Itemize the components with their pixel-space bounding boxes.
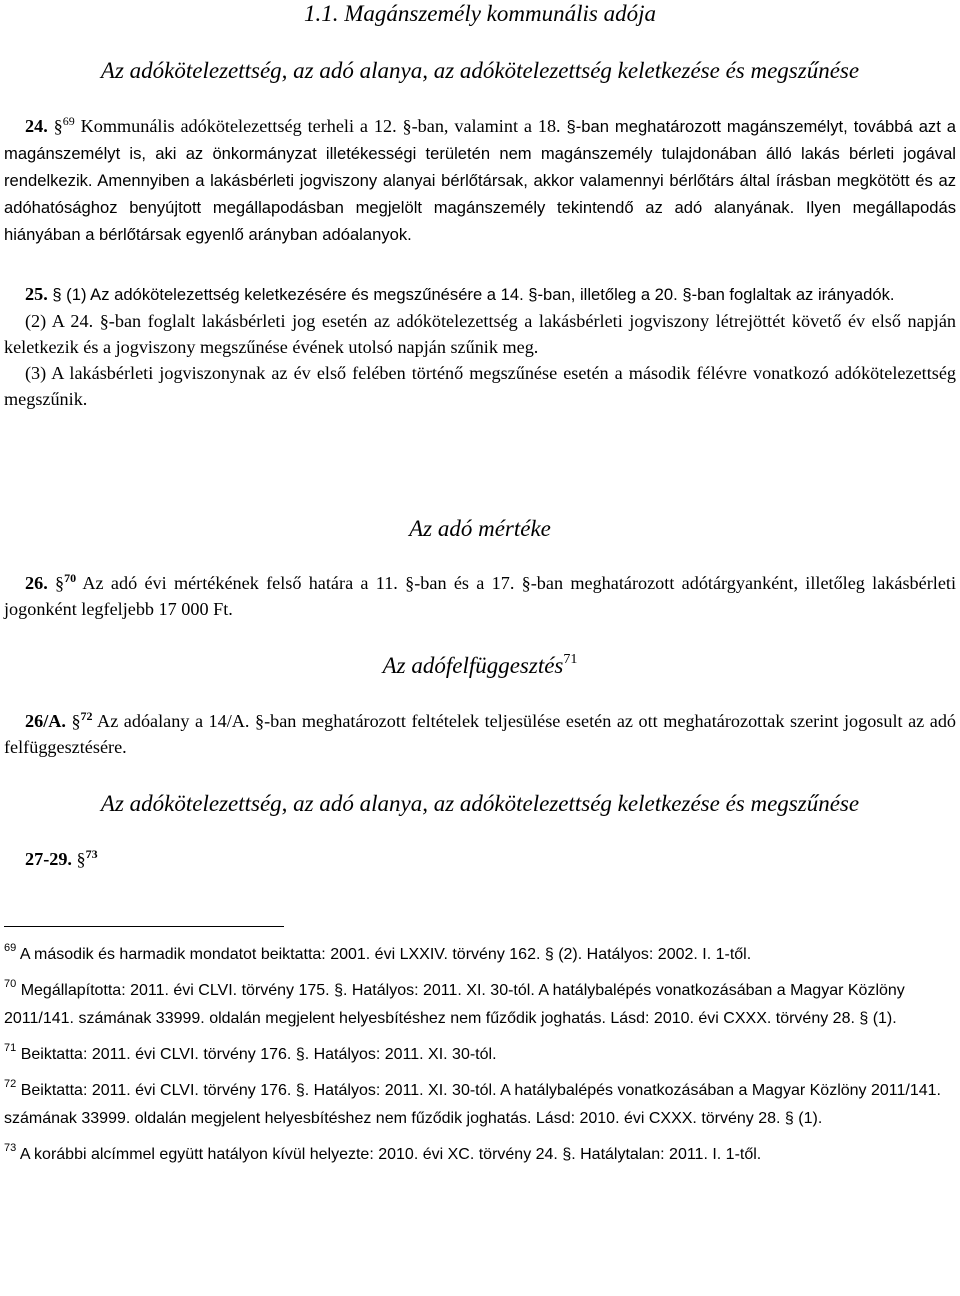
footnote-69: $^{69}$ A második és harmadik mondatot beiktatta: 2001. évi LXXIV. törvény 162. § (2). Hatályos: 2002. I. 1-től. bbox=[4, 942, 752, 963]
section-number: 25. bbox=[25, 284, 48, 304]
section-26a: 26/A. §$^{72}$ Az adóalany a 14/A. §-ban meghatározott feltételek teljesülése esetén az ott meghatározottak szerint jogosult az adó felfüggesztésére. bbox=[4, 709, 957, 757]
footnote-ref[interactable]: 70 bbox=[64, 571, 77, 585]
section-number: 24. bbox=[25, 116, 48, 136]
section-number: 26/A. bbox=[25, 711, 66, 731]
page-title: 1.1. Magánszemély kommunális adója bbox=[304, 1, 656, 26]
section-symbol: § bbox=[53, 116, 63, 136]
footnote-73: $^{73}$ A korábbi alcímmel együtt hatályon kívül helyezte: 2010. évi XC. törvény 24. §. Hatálytalan: 2011. I. 1-től. bbox=[4, 1142, 762, 1163]
section-heading-4: Az adókötelezettség, az adó alanya, az adókötelezettség keletkezése és megszűnése bbox=[100, 791, 860, 816]
section-26: 26. §$^{70}$ Az adó évi mértékének felső határa a 11. §-ban és a 17. §-ban meghatározott adótárgyanként, illetőleg lakásbérleti jogonként legfeljebb 17 000 Ft. bbox=[4, 571, 956, 619]
section-24: 24. §$^{69}$ Kommunális adókötelezettség terheli a 12. §-ban, valamint a 18. §-ban meghatározott magánszemélyt, továbbá azt a magánszemélyt is, aki az önkormányzat illetékességi területén nem magánszemély tulajdonában álló lakás bérleti jogával rendelkezik. Amennyiben a lakásbérleti jogviszony alanyai bérlőtársak, akkor valamennyi bérlőtárs által írásban megkötött és az adóhatósághoz benyújtott megállapodásban megjelölt magánszemély tekintendő az adó alanyának. Ilyen megállapodás hiányában a bérlőtársak egyenlő arányban adóalanyok. bbox=[4, 114, 957, 244]
section-25: 25. § (1) Az adókötelezettség keletkezésére és megszűnésére a 14. §-ban, illetőleg a 20. §-ban foglaltak az irányadók. (2) A 24. §-ban foglalt lakásbérleti jog esetén az adókötelezettség a lakásbérleti jogviszony létrejöttét követő év első napján keletkezik és a jogviszony megszűnése évének utolsó napján szűnik meg. (3) A lakásbérleti jogviszonynak az év első felében történő megszűnése esetén a második félévre vonatkozó adókötelezettség megszűnik. bbox=[4, 284, 956, 409]
footnote-ref[interactable]: 71 bbox=[563, 652, 578, 667]
section-number: 26. bbox=[25, 573, 48, 593]
footnote-71: $^{71}$ Beiktatta: 2011. évi CLVI. törvény 176. §. Hatályos: 2011. XI. 30-tól. bbox=[4, 1042, 497, 1063]
footnote-ref[interactable]: 69 bbox=[62, 114, 75, 128]
section-27-29: 27-29. §$^{73}$ bbox=[25, 847, 98, 869]
footnote-ref[interactable]: 72 bbox=[80, 709, 93, 723]
section-heading-3: Az adófelfüggesztés$^{71}$ bbox=[382, 652, 578, 678]
footnote-72: $^{72}$ Beiktatta: 2011. évi CLVI. törvény 176. §. Hatályos: 2011. XI. 30-tól. A hatálybalépés vonatkozásában a Magyar Közlöny 2011/141. számának 33999. oldalán megjelent helyesbítéshez nem fűződik joghatás. Lásd: 2010. évi CXXX. törvény 28. § (1). bbox=[4, 1078, 941, 1127]
footnote-ref[interactable]: 73 bbox=[85, 847, 98, 861]
section-number: 27-29. bbox=[25, 849, 72, 869]
footnote-divider bbox=[4, 926, 284, 927]
footnote-70: $^{70}$ Megállapította: 2011. évi CLVI. törvény 175. §. Hatályos: 2011. XI. 30-tól. A hatálybalépés vonatkozásában a Magyar Közlöny 2011/141. számának 33999. oldalán megjelent helyesbítéshez nem fűződik joghatás. Lásd: 2010. évi CXXX. törvény 28. § (1). bbox=[4, 978, 905, 1027]
section-heading-1: Az adókötelezettség, az adó alanya, az adókötelezettség keletkezése és megszűnése bbox=[100, 58, 860, 83]
section-heading-2: Az adó mértéke bbox=[409, 516, 551, 541]
footnotes bbox=[4, 941, 956, 1169]
